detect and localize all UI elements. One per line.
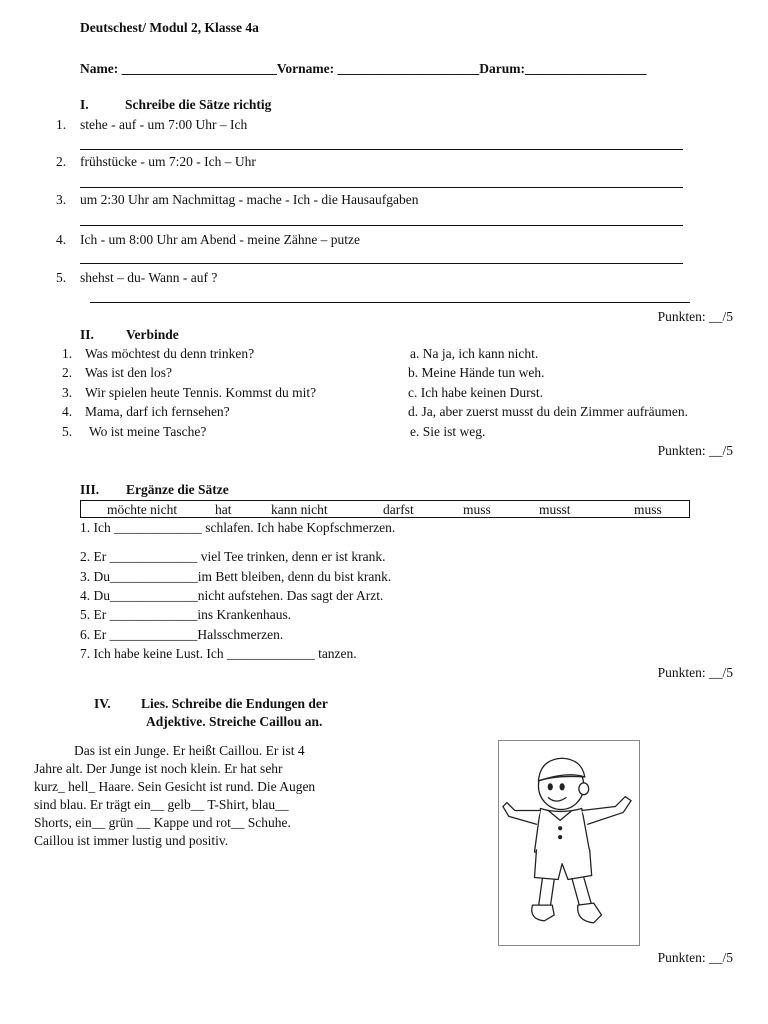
reading-text-line: kurz_ hell_ Haare. Sein Gesicht ist rund. Die Augen bbox=[34, 779, 316, 794]
name-fields-line: Name: _______________________Vorname: _____________________Darum:__________________ bbox=[80, 61, 647, 76]
answer-line[interactable] bbox=[80, 263, 683, 264]
answer-line[interactable] bbox=[80, 149, 683, 150]
section1-item-num: 2. bbox=[56, 154, 67, 169]
match-left-item: Was ist den los? bbox=[85, 365, 173, 380]
section3-points: Punkten: __/5 bbox=[657, 665, 733, 680]
section4-heading-cont: Adjektive. Streiche Caillou an. bbox=[146, 714, 323, 729]
section1-heading: Schreibe die Sätze richtig bbox=[125, 97, 272, 112]
fill-sentence: 7. Ich habe keine Lust. Ich _____________ tanzen. bbox=[80, 646, 357, 661]
section3-heading: Ergänze die Sätze bbox=[126, 482, 229, 497]
section2-numeral: II. bbox=[80, 327, 94, 342]
section1-item-num: 4. bbox=[56, 232, 67, 247]
word-bank-item: kann nicht bbox=[271, 502, 328, 517]
word-bank-item: darfst bbox=[383, 502, 414, 517]
fill-sentence: 5. Er _____________ins Krankenhaus. bbox=[80, 607, 292, 622]
section1-points: Punkten: __/5 bbox=[657, 309, 733, 324]
section1-item-text: Ich - um 8:00 Uhr am Abend - meine Zähne – putze bbox=[80, 232, 361, 247]
reading-text-line: sind blau. Er trägt ein__ gelb__ T-Shirt, blau__ bbox=[34, 797, 289, 812]
answer-line[interactable] bbox=[80, 225, 683, 226]
match-left-num: 3. bbox=[62, 385, 73, 400]
section4-heading: Lies. Schreibe die Endungen der bbox=[141, 696, 328, 711]
word-bank-item: musst bbox=[539, 502, 571, 517]
word-bank-item: hat bbox=[215, 502, 232, 517]
fill-sentence: 3. Du_____________im Bett bleiben, denn du bist krank. bbox=[80, 569, 392, 584]
reading-text-line: Jahre alt. Der Junge ist noch klein. Er hat sehr bbox=[34, 761, 283, 776]
answer-line[interactable] bbox=[90, 302, 690, 303]
worksheet-title: Deutschest/ Modul 2, Klasse 4a bbox=[80, 20, 259, 35]
match-left-item: Wo ist meine Tasche? bbox=[89, 424, 207, 439]
reading-text-line: Caillou ist immer lustig und positiv. bbox=[34, 833, 229, 848]
match-left-num: 1. bbox=[62, 346, 73, 361]
answer-line[interactable] bbox=[80, 187, 683, 188]
section4-points: Punkten: __/5 bbox=[657, 950, 733, 965]
fill-sentence: 1. Ich _____________ schlafen. Ich habe Kopfschmerzen. bbox=[80, 520, 396, 535]
boy-drawing bbox=[499, 741, 639, 945]
section3-numeral: III. bbox=[80, 482, 100, 497]
match-left-num: 2. bbox=[62, 365, 73, 380]
fill-sentence: 4. Du_____________nicht aufstehen. Das sagt der Arzt. bbox=[80, 588, 384, 603]
match-right-item: d. Ja, aber zuerst musst du dein Zimmer aufräumen. bbox=[408, 404, 689, 419]
section1-item-text: stehe - auf - um 7:00 Uhr – Ich bbox=[80, 117, 248, 132]
match-left-num: 4. bbox=[62, 404, 73, 419]
section1-item-text: frühstücke - um 7:20 - Ich – Uhr bbox=[80, 154, 256, 169]
word-bank-item: muss bbox=[463, 502, 491, 517]
match-left-item: Mama, darf ich fernsehen? bbox=[85, 404, 230, 419]
fill-sentence: 6. Er _____________Halsschmerzen. bbox=[80, 627, 284, 642]
section4-numeral: IV. bbox=[94, 696, 111, 711]
caillou-illustration[interactable] bbox=[498, 740, 640, 946]
match-right-item: c. Ich habe keinen Durst. bbox=[408, 385, 543, 400]
section1-item-num: 5. bbox=[56, 270, 67, 285]
section1-item-text: shehst – du- Wann - auf ? bbox=[80, 270, 218, 285]
match-right-item: b. Meine Hände tun weh. bbox=[408, 365, 545, 380]
section1-item-num: 1. bbox=[56, 117, 67, 132]
section1-item-text: um 2:30 Uhr am Nachmittag - mache - Ich - die Hausaufgaben bbox=[80, 192, 419, 207]
reading-text-line: Shorts, ein__ grün __ Kappe und rot__ Schuhe. bbox=[34, 815, 291, 830]
match-right-item: a. Na ja, ich kann nicht. bbox=[410, 346, 539, 361]
word-bank-box bbox=[80, 500, 690, 518]
word-bank-item: möchte nicht bbox=[107, 502, 178, 517]
match-right-item: e. Sie ist weg. bbox=[410, 424, 486, 439]
section2-heading: Verbinde bbox=[126, 327, 179, 342]
match-left-item: Was möchtest du denn trinken? bbox=[85, 346, 255, 361]
section1-item-num: 3. bbox=[56, 192, 67, 207]
match-left-num: 5. bbox=[62, 424, 73, 439]
section1-numeral: I. bbox=[80, 97, 89, 112]
reading-text-line: Das ist ein Junge. Er heißt Caillou. Er ist 4 bbox=[74, 743, 305, 758]
fill-sentence: 2. Er _____________ viel Tee trinken, denn er ist krank. bbox=[80, 549, 386, 564]
word-bank-item: muss bbox=[634, 502, 662, 517]
match-left-item: Wir spielen heute Tennis. Kommst du mit? bbox=[85, 385, 317, 400]
section2-points: Punkten: __/5 bbox=[657, 443, 733, 458]
